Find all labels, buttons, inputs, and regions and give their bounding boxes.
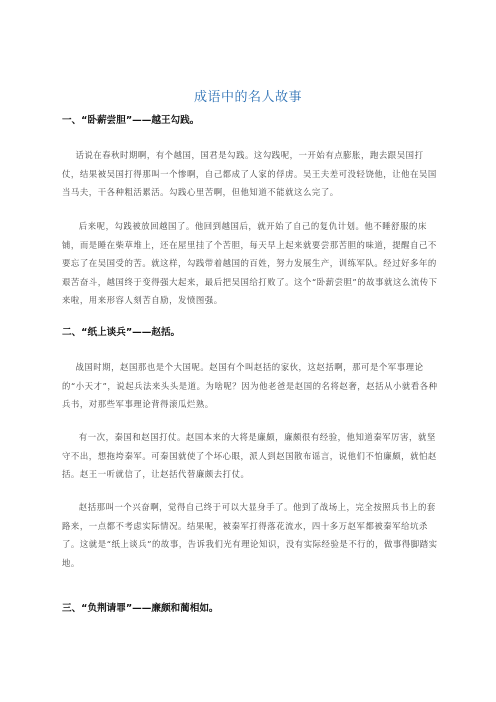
document-title: 成语中的名人故事 <box>193 90 302 105</box>
section-heading-2: 二、“纸上谈兵”——赵括。 <box>62 327 181 338</box>
paragraph: 后来呢，勾践被放回越国了。他回到越国后，就开始了自己的复仇计划。他不睡舒服的床铺，而是睡在柴草堆上，还在屋里挂了个苦胆，每天早上起来就要尝那苦胆的味道，提醒自己不要忘了在吴国受的苦。就这样，勾践带着越国的百姓，努力发展生产，训练军队。经过好多年的艰苦奋斗，越国终于变得强大起来，最后把吴国给打败了。这个“卧薪尝胆”的故事就这么流传下来啦，用来形容人刻苦自励，发愤图强。 <box>62 221 438 306</box>
section-heading-1: 一、“卧薪尝胆”——越王勾践。 <box>62 115 200 126</box>
section-heading-3: 三、“负荆请罪”——廉颇和蔺相如。 <box>62 603 219 614</box>
paragraph: 话说在春秋时期啊，有个越国，国君是勾践。这勾践呢，一开始有点膨胀，跑去跟吴国打仗，结果被吴国打得那叫一个惨啊，自己都成了人家的俘虏。吴王夫差可没轻饶他，让他在吴国当马夫，干各种粗活累活。勾践心里苦啊，但他知道不能就这么完了。 <box>62 150 437 198</box>
paragraph: 有一次，秦国和赵国打仗。赵国本来的大将是廉颇，廉颇很有经验，他知道秦军厉害，就坚守不出，想拖垮秦军。可秦国就使了个坏心眼，派人到赵国散布谣言，说他们不怕廉颇，就怕赵括。赵王一听就信了，让赵括代替廉颇去打仗。 <box>62 432 437 480</box>
paragraph: 赵括那叫一个兴奋啊，觉得自己终于可以大显身手了。他到了战场上，完全按照兵书上的套路来，一点都不考虑实际情况。结果呢，被秦军打得落花流水，四十多万赵军都被秦军给坑杀了。这就是“纸上谈兵”的故事，告诉我们光有理论知识，没有实际经验是不行的，做事得脚踏实地。 <box>62 502 438 568</box>
paragraph: 战国时期，赵国那也是个大国呢。赵国有个叫赵括的家伙，这赵括啊，那可是个军事理论的“小天才”，说起兵法来头头是道。为啥呢？因为他老爸是赵国的名将赵奢，赵括从小就看各种兵书，对那些军事理论背得滚瓜烂熟。 <box>62 362 438 410</box>
